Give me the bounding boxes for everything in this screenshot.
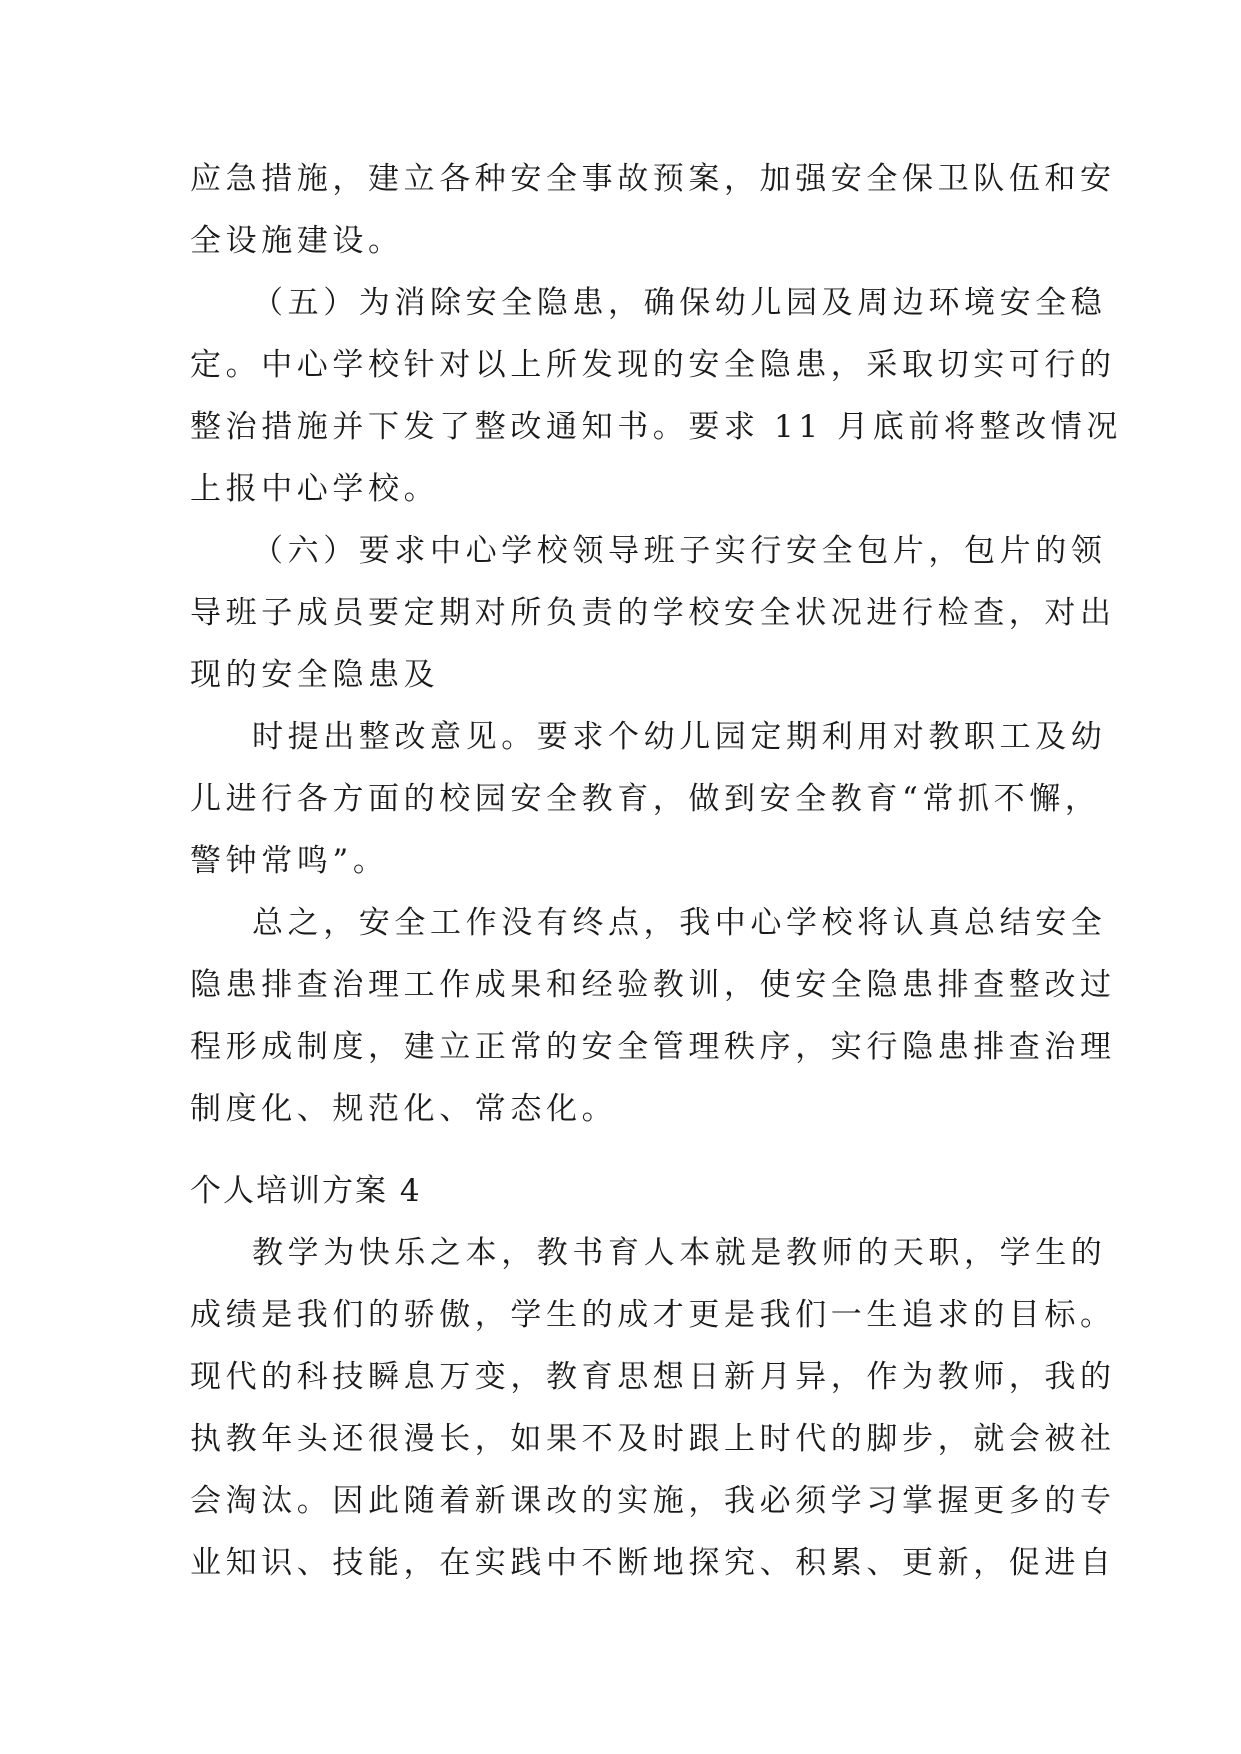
text-line: 程形成制度，建立正常的安全管理秩序，实行隐患排查治理 <box>190 1029 1116 1065</box>
text-line: 现代的科技瞬息万变，教育思想日新月异，作为教师，我的 <box>190 1359 1116 1395</box>
text-line: 整治措施并下发了整改通知书。要求 11 月底前将整改情况 <box>190 409 1122 445</box>
section-heading: 个人培训方案 4 <box>190 1173 422 1209</box>
text-line: 上报中心学校。 <box>190 471 440 507</box>
text-line: 警钟常鸣”。 <box>190 843 389 879</box>
text-line: 总之，安全工作没有终点，我中心学校将认真总结安全 <box>252 905 1107 941</box>
text-line: 导班子成员要定期对所负责的学校安全状况进行检查，对出 <box>190 595 1116 631</box>
text-line: 成绩是我们的骄傲，学生的成才更是我们一生追求的目标。 <box>190 1297 1116 1333</box>
text-line: 隐患排查治理工作成果和经验教训，使安全隐患排查整改过 <box>190 967 1116 1003</box>
text-line: 会淘汰。因此随着新课改的实施，我必须学习掌握更多的专 <box>190 1483 1116 1519</box>
text-line: 应急措施，建立各种安全事故预案，加强安全保卫队伍和安 <box>190 161 1116 197</box>
text-line: 儿进行各方面的校园安全教育，做到安全教育“常抓不懈， <box>190 781 1101 817</box>
text-line: 现的安全隐患及 <box>190 657 440 693</box>
text-line: （六）要求中心学校领导班子实行安全包片，包片的领 <box>252 533 1107 569</box>
text-line: 教学为快乐之本，教书育人本就是教师的天职，学生的 <box>252 1235 1107 1271</box>
text-line: （五）为消除安全隐患，确保幼儿园及周边环境安全稳 <box>252 285 1107 321</box>
text-line: 制度化、规范化、常态化。 <box>190 1091 618 1127</box>
text-line: 业知识、技能，在实践中不断地探究、积累、更新，促进自 <box>190 1545 1116 1581</box>
text-line: 执教年头还很漫长，如果不及时跟上时代的脚步，就会被社 <box>190 1421 1116 1457</box>
text-line: 定。中心学校针对以上所发现的安全隐患，采取切实可行的 <box>190 347 1116 383</box>
text-line: 全设施建设。 <box>190 223 404 259</box>
text-line: 时提出整改意见。要求个幼儿园定期利用对教职工及幼 <box>252 719 1107 755</box>
